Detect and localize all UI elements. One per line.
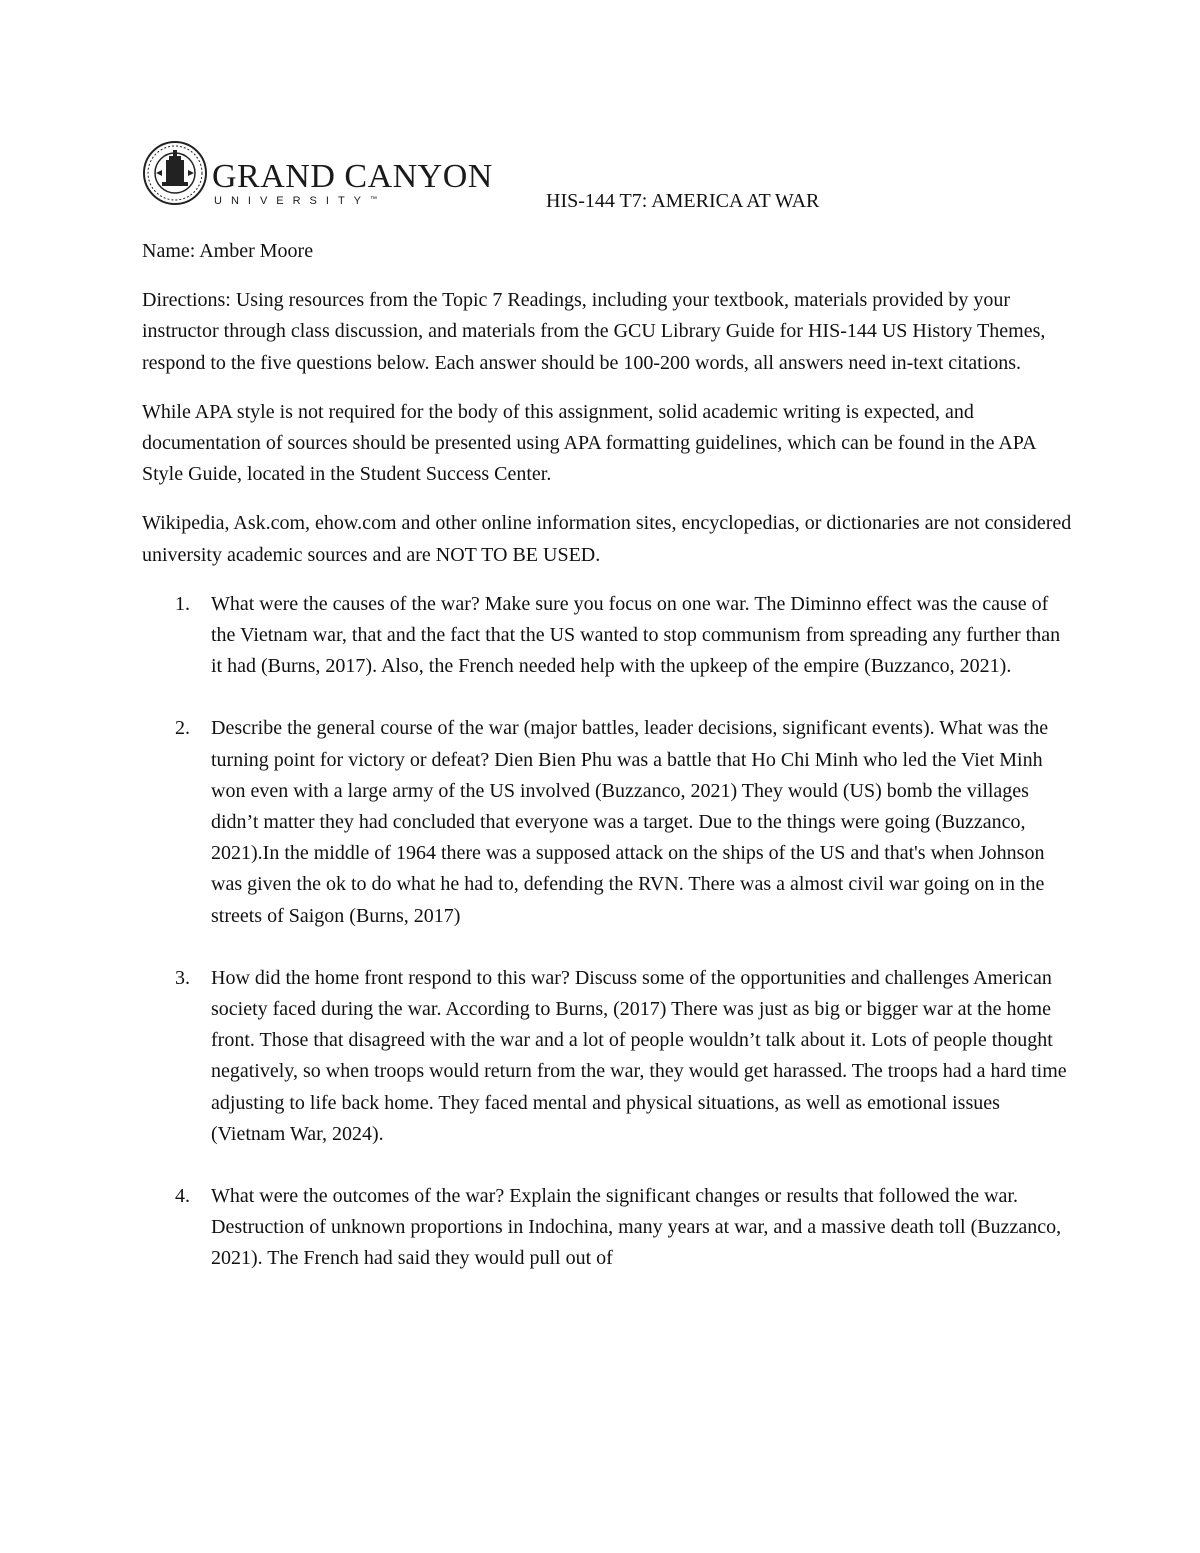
student-name: Name: Amber Moore [142, 240, 314, 262]
question-list [142, 589, 1072, 1275]
question-number: 1. [175, 592, 190, 615]
apa-paragraph: While APA style is not required for the body of this assignment, solid academic writing is expected, and documentation of sources should be presented using APA formatting guidelines, which can be found in the APA Style Guide, located in the Student Success Center. [142, 400, 1036, 486]
logo-wordmark-primary: GRAND CANYON [212, 158, 493, 195]
question-number: 3. [175, 966, 190, 989]
list-item [142, 963, 1072, 1150]
university-seal-icon [142, 140, 208, 206]
university-logo [142, 140, 493, 218]
question-text: What were the outcomes of the war? Explain the significant changes or results that followed the war. Destruction of unknown proportions in Indochina, many years at war, and a massive death toll (Buzzanco, 2021). The French had said they would pull out of [211, 1185, 1062, 1270]
question-number: 4. [175, 1185, 190, 1208]
document-title: HIS-144 T7: AMERICA AT WAR [546, 190, 820, 212]
question-text: Describe the general course of the war (major battles, leader decisions, significant events). What was the turning point for victory or defeat? Dien Bien Phu was a battle that Ho Chi Minh who led the Viet Minh won even with a large army of the US involved (Buzzanco, 2021) They would (US) bomb the villages didn’t matter they had concluded that everyone was a target. Due to the things were going (Buzzanco, 2021).In the middle of 1964 there was a supposed attack on the ships of the US and that's when Johnson was given the ok to do what he had to, defending the RVN. There was a almost civil war going on in the streets of Saigon (Burns, 2017) [211, 717, 1049, 927]
question-text: What were the causes of the war? Make sure you focus on one war. The Diminno effect was the cause of the Vietnam war, that and the fact that the US wanted to stop communism from spreading any further than it had (Burns, 2017). Also, the French needed help with the upkeep of the empire (Buzzanco, 2021). [211, 592, 1061, 678]
question-number: 2. [175, 717, 190, 740]
sources-paragraph: Wikipedia, Ask.com, ehow.com and other online information sites, encyclopedias, or dictionaries are not considered university academic sources and are NOT TO BE USED. [142, 512, 1072, 566]
directions-paragraph: Directions: Using resources from the Topic 7 Readings, including your textbook, materials provided by your instructor through class discussion, and materials from the GCU Library Guide for HIS-144 US History Themes, respond to the five questions below. Each answer should be 100-200 words, all answers need in-text citations. [142, 289, 1046, 374]
list-item [142, 1181, 1072, 1275]
question-text: How did the home front respond to this war? Discuss some of the opportunities and challenges American society faced during the war. According to Burns, (2017) There was just as big or bigger war at the home front. Those that disagreed with the war and a lot of people wouldn’t talk about it. Lots of people thought negatively, so when troops would return from the war, they would get harassed. The troops had a hard time adjusting to life back home. They faced mental and physical situations, as well as emotional issues (Vietnam War, 2024). [211, 966, 1067, 1145]
list-item [142, 713, 1072, 931]
logo-wordmark-secondary: UNIVERSITY™ [214, 195, 378, 207]
document-body [142, 236, 1072, 1306]
list-item [142, 589, 1072, 683]
